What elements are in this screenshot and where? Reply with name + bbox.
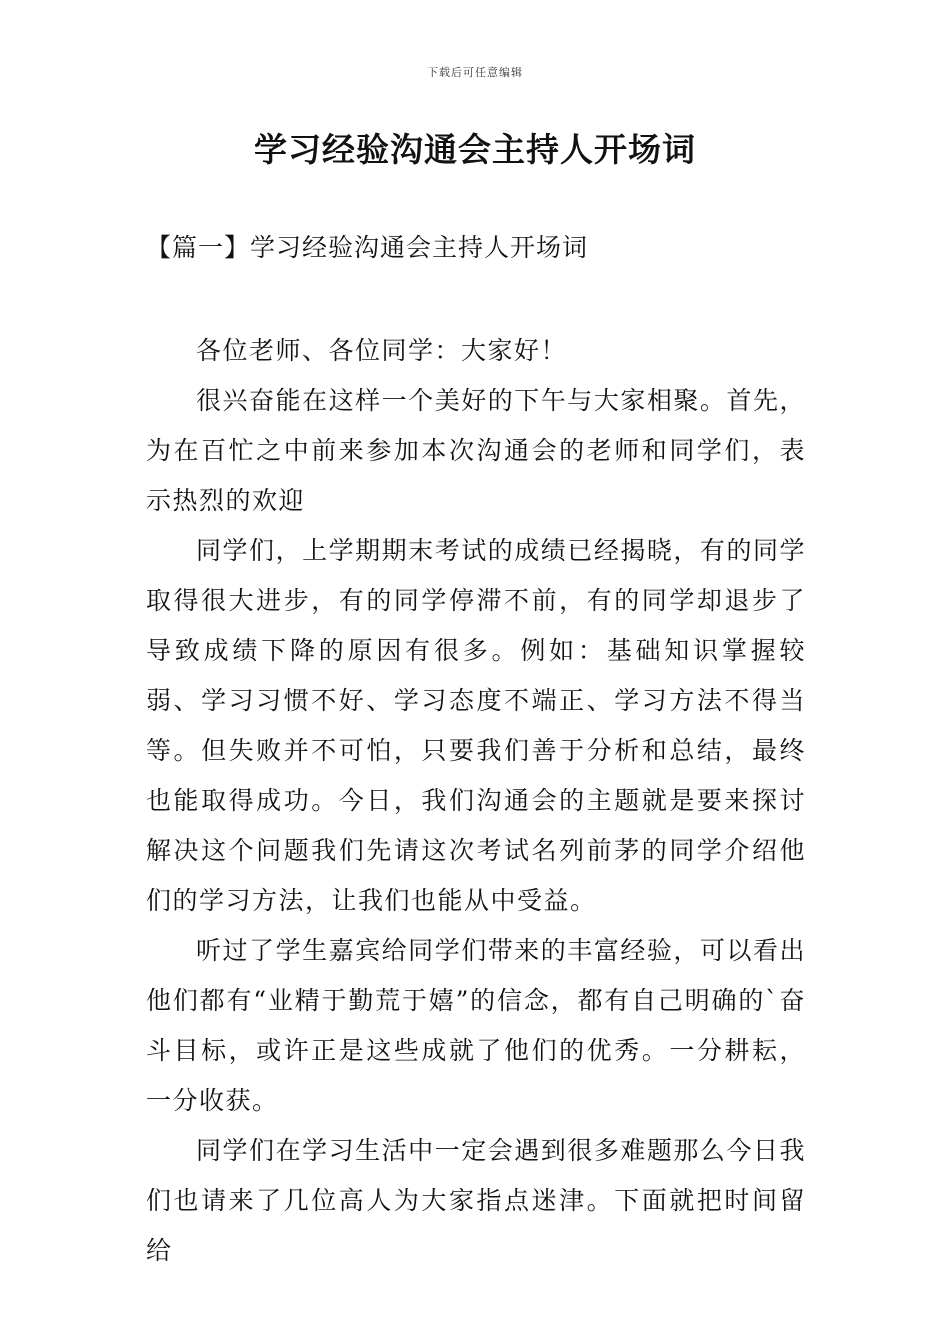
paragraph-guests: 听过了学生嘉宾给同学们带来的丰富经验，可以看出他们都有“业精于勤荒于嬉”的信念，都有自己明确的`奋斗目标，或许正是这些成就了他们的优秀。一分耕耘，一分收获。 <box>146 936 806 1115</box>
paragraph-results: 同学们，上学期期末考试的成绩已经揭晓，有的同学取得很大进步，有的同学停滞不前，有的同学却退步了导致成绩下降的原因有很多。例如：基础知识掌握较弱、学习习惯不好、学习态度不端正、学习方法不得当等。但失败并不可怕，只要我们善于分析和总结，最终也能取得成功。今日，我们沟通会的主题就是要来探讨解决这个问题我们先请这次考试名列前茅的同学介绍他们的学习方法，让我们也能从中受益。 <box>146 536 806 915</box>
section-heading: 【篇一】学习经验沟通会主持人开场词 <box>146 233 589 262</box>
paragraph-experts: 同学们在学习生活中一定会遇到很多难题那么今日我们也请来了几位高人为大家指点迷津。下面就把时间留给 <box>146 1136 806 1265</box>
paragraph-greeting: 各位老师、各位同学：大家好！ <box>196 336 568 365</box>
document-title: 学习经验沟通会主持人开场词 <box>254 130 696 169</box>
document-body <box>146 326 806 1276</box>
header-note: 下载后可任意编辑 <box>427 66 523 79</box>
paragraph-welcome: 很兴奋能在这样一个美好的下午与大家相聚。首先，为在百忙之中前来参加本次沟通会的老师和同学们，表示热烈的欢迎 <box>146 386 806 515</box>
